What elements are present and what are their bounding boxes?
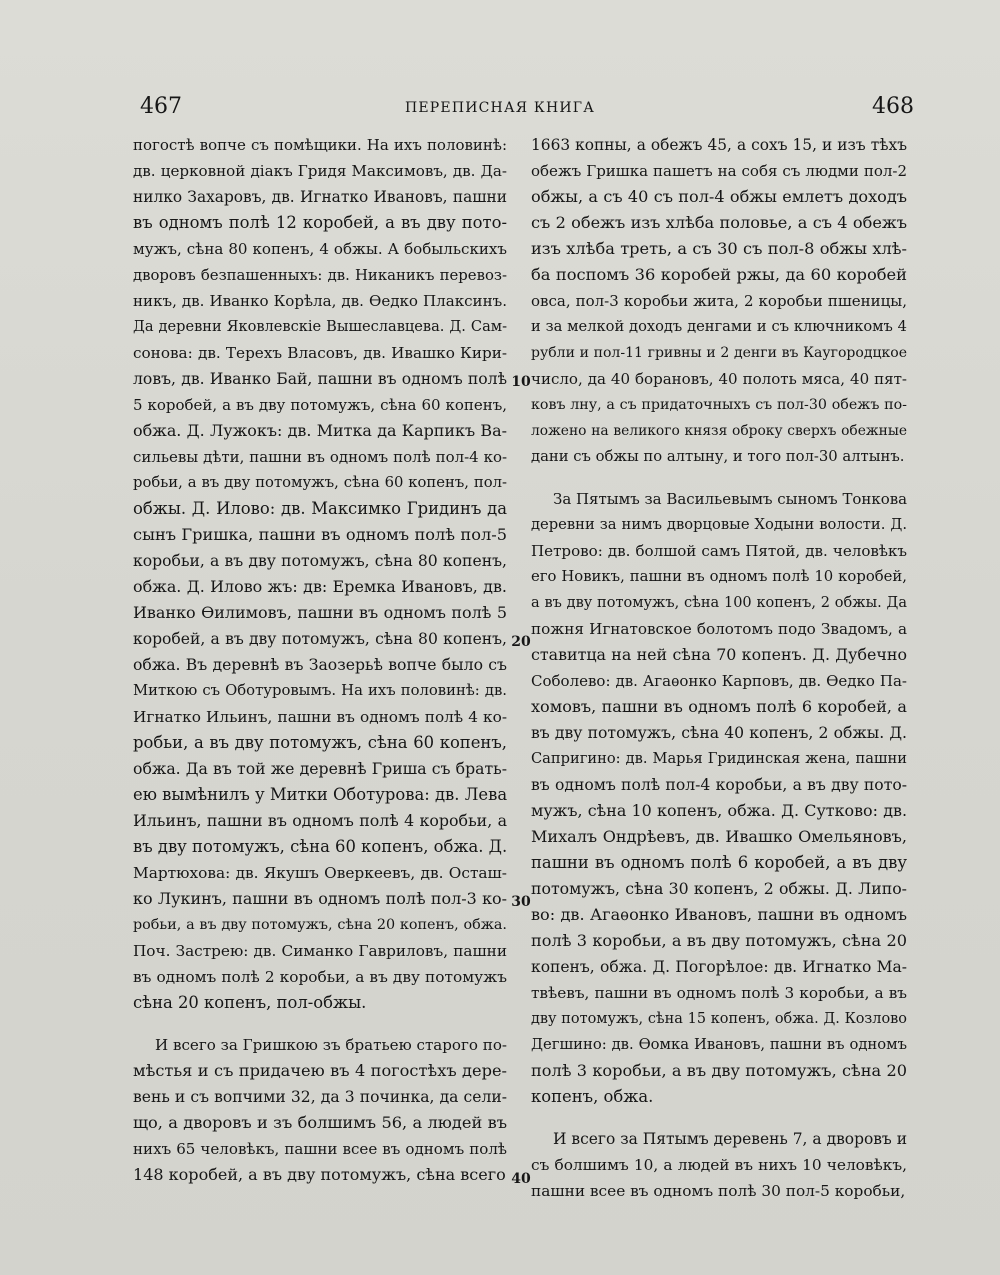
right-column-text-line: съ 2 обежъ изъ хлѣба половье, а съ 4 обежъ bbox=[531, 213, 907, 232]
right-column-text-line: въ дву потомужъ, сѣна 40 копенъ, 2 обжы. Д. bbox=[531, 724, 907, 742]
right-column-text-line: рубли и пол-11 гривны и 2 денги въ Каугородцкое bbox=[531, 345, 907, 361]
right-column-text-line: овса, пол-3 коробьи жита, 2 коробьи пшеницы, bbox=[531, 292, 907, 310]
left-column-text-line: въ одномъ полѣ 2 коробьи, а въ дву потомужъ bbox=[133, 968, 507, 986]
right-column-text-line: съ болшимъ 10, а людей въ нихъ 10 человѣкъ, bbox=[531, 1156, 907, 1174]
left-column-text-line: сильевы дѣти, пашни въ одномъ полѣ пол-4 ко- bbox=[133, 448, 507, 466]
right-column-text-line: мужъ, сѣна 10 копенъ, обжа. Д. Сутково: дв. bbox=[531, 801, 907, 820]
right-column-text-line: И всего за Пятымъ деревень 7, а дворовъ и bbox=[553, 1130, 907, 1148]
right-column-text-line: 1663 копны, а обежъ 45, а сохъ 15, и изъ тѣхъ bbox=[531, 136, 907, 154]
left-column-text-line: вень и съ вопчими 32, да 3 починка, да сели- bbox=[133, 1088, 507, 1106]
left-column-text-line: погостѣ вопче съ помѣщики. На ихъ половинѣ: bbox=[133, 136, 507, 154]
left-column-text-line: нилко Захаровъ, дв. Игнатко Ивановъ, пашни bbox=[133, 188, 507, 206]
right-column-text-line: дву потомужъ, сѣна 15 копенъ, обжа. Д. Козлово bbox=[531, 1011, 907, 1027]
left-page-number: 467 bbox=[140, 94, 182, 119]
left-column-text-line: коробьи, а въ дву потомужъ, сѣна 80 копенъ, bbox=[133, 552, 507, 570]
right-column-text-line: Михалъ Ондрѣевъ, дв. Ивашко Омельяновъ, bbox=[531, 827, 907, 846]
right-column-text-line: полѣ 3 коробьи, а въ дву потомужъ, сѣна 20 bbox=[531, 931, 907, 950]
paragraph-gap bbox=[531, 1110, 907, 1126]
left-column-text-line: Поч. Застрею: дв. Симанко Гавриловъ, пашни bbox=[133, 942, 507, 960]
left-column-text-line: Да деревни Яковлевскіе Вышеславцева. Д. Сам- bbox=[133, 318, 507, 335]
right-column-text-line: его Новикъ, пашни въ одномъ полѣ 10 коробей, bbox=[531, 568, 907, 585]
right-column-text-line: Сапригино: дв. Марья Гридинская жена, пашни bbox=[531, 750, 907, 767]
left-column-text-line: Игнатко Ильинъ, пашни въ одномъ полѣ 4 ко- bbox=[133, 708, 507, 726]
left-column-text-line: що, а дворовъ и зъ болшимъ 56, а людей въ bbox=[133, 1113, 507, 1132]
right-column-text-line: копенъ, обжа. Д. Погорѣлое: дв. Игнатко Ма- bbox=[531, 958, 907, 976]
paragraph-gap bbox=[133, 1016, 507, 1032]
left-column-text-line: 5 коробей, а въ дву потомужъ, сѣна 60 копенъ, bbox=[133, 396, 507, 414]
right-page-number: 468 bbox=[872, 94, 914, 119]
line-marker-10: 10 bbox=[511, 374, 531, 390]
right-column-text-line: ба поспомъ 36 коробей ржы, да 60 коробей bbox=[531, 265, 907, 284]
right-text-column bbox=[531, 132, 907, 1204]
left-column-text-line: Миткою съ Оботуровымъ. На ихъ половинѣ: дв. bbox=[133, 682, 507, 699]
left-column-text-line: 148 коробей, а въ дву потомужъ, сѣна всего bbox=[133, 1165, 506, 1184]
left-column-text-line: дворовъ безпашенныхъ: дв. Никаникъ перевоз- bbox=[133, 266, 507, 284]
left-column-text-line: никъ, дв. Иванко Корѣла, дв. Ѳедко Плаксинъ. bbox=[133, 292, 507, 310]
left-text-column bbox=[133, 132, 507, 1188]
left-column-text-line: обжа. Въ деревнѣ въ Заозерьѣ вопче было съ bbox=[133, 655, 507, 674]
right-column-text-line: изъ хлѣба треть, а съ 30 съ пол-8 обжы хлѣ- bbox=[531, 239, 907, 258]
left-column-text-line: въ дву потомужъ, сѣна 60 копенъ, обжа. Д. bbox=[133, 837, 508, 856]
right-column-text-line: а въ дву потомужъ, сѣна 100 копенъ, 2 обжы. Да bbox=[531, 595, 907, 611]
left-column-text-line: Мартюхова: дв. Якушъ Оверкеевъ, дв. Осташ- bbox=[133, 864, 507, 882]
left-column-text-line: робьи, а въ дву потомужъ, сѣна 60 копенъ, bbox=[133, 733, 507, 752]
right-column-text-line: копенъ, обжа. bbox=[531, 1087, 654, 1106]
right-column-text-line: ковъ лну, а съ придаточныхъ съ пол-30 обежъ по- bbox=[531, 397, 907, 413]
left-column-text-line: обжа. Д. Лужокъ: дв. Митка да Карпикъ Ва- bbox=[133, 421, 507, 440]
right-column-text-line: Петрово: дв. болшой самъ Пятой, дв. человѣкъ bbox=[531, 542, 907, 560]
left-column-text-line: обжа. Да въ той же деревнѣ Гриша съ брать- bbox=[133, 759, 507, 778]
left-column-text-line: сонова: дв. Терехъ Власовъ, дв. Ивашко Кири- bbox=[133, 344, 507, 362]
right-column-text-line: обжы, а съ 40 съ пол-4 обжы емлетъ доходъ bbox=[531, 187, 907, 206]
left-column-text-line: мѣстья и съ придачею въ 4 погостѣхъ дере- bbox=[133, 1061, 507, 1080]
line-marker-30: 30 bbox=[511, 894, 531, 910]
left-column-text-line: ко Лукинъ, пашни въ одномъ полѣ пол-3 ко- bbox=[133, 889, 507, 908]
right-column-text-line: и за мелкой доходъ денгами и съ ключникомъ 4 bbox=[531, 318, 907, 335]
left-column-text-line: коробей, а въ дву потомужъ, сѣна 80 копенъ, bbox=[133, 630, 507, 648]
right-column-text-line: хомовъ, пашни въ одномъ полѣ 6 коробей, а bbox=[531, 697, 907, 716]
left-column-text-line: И всего за Гришкою зъ братьею старого по- bbox=[155, 1036, 507, 1054]
left-column-text-line: въ одномъ полѣ 12 коробей, а въ дву пото- bbox=[133, 213, 507, 232]
left-column-text-line: сѣна 20 копенъ, пол-обжы. bbox=[133, 993, 367, 1012]
right-column-text-line: деревни за нимъ дворцовые Ходыни волости. Д. bbox=[531, 516, 907, 533]
paragraph-gap bbox=[531, 470, 907, 486]
left-column-text-line: Ильинъ, пашни въ одномъ полѣ 4 коробьи, а bbox=[133, 811, 507, 830]
right-column-text-line: пашни въ одномъ полѣ 6 коробей, а въ дву bbox=[531, 853, 907, 872]
left-column-text-line: робьи, а въ дву потомужъ, сѣна 20 копенъ, обжа. bbox=[133, 917, 507, 933]
right-column-text-line: ложено на великого князя оброку сверхъ обежные bbox=[531, 423, 907, 439]
page-header bbox=[0, 94, 1000, 134]
left-column-text-line: мужъ, сѣна 80 копенъ, 4 обжы. А бобыльскихъ bbox=[133, 240, 507, 258]
right-column-text-line: За Пятымъ за Васильевымъ сыномъ Тонкова bbox=[553, 490, 908, 508]
right-column-text-line: въ одномъ полѣ пол-4 коробьи, а въ дву пото- bbox=[531, 776, 907, 794]
running-head: ПЕРЕПИСНАЯ КНИГА bbox=[404, 100, 596, 116]
line-marker-20: 20 bbox=[511, 634, 531, 650]
left-column-text-line: дв. церковной діакъ Гридя Максимовъ, дв. Да- bbox=[133, 162, 507, 180]
right-column-text-line: дани съ обжы по алтыну, и того пол-30 алтынъ. bbox=[531, 448, 905, 465]
left-column-text-line: обжа. Д. Илово жъ: дв: Еремка Ивановъ, дв. bbox=[133, 577, 507, 596]
right-column-text-line: обежъ Гришка пашетъ на собя съ людми пол-2 bbox=[531, 162, 907, 180]
left-column-text-line: сынъ Гришка, пашни въ одномъ полѣ пол-5 bbox=[133, 525, 507, 544]
left-column-text-line: робьи, а въ дву потомужъ, сѣна 60 копенъ, пол- bbox=[133, 474, 507, 491]
left-column-text-line: Иванко Ѳилимовъ, пашни въ одномъ полѣ 5 bbox=[133, 603, 507, 622]
right-column-text-line: потомужъ, сѣна 30 копенъ, 2 обжы. Д. Липо- bbox=[531, 879, 907, 898]
right-column-text-line: твѣевъ, пашни въ одномъ полѣ 3 коробьи, а въ bbox=[531, 984, 907, 1002]
right-column-text-line: ставитца на ней сѣна 70 копенъ. Д. Дубечно bbox=[531, 645, 907, 664]
right-column-text-line: пожня Игнатовское болотомъ подо Звадомъ, а bbox=[531, 620, 907, 638]
left-column-text-line: нихъ 65 человѣкъ, пашни всее въ одномъ полѣ bbox=[133, 1140, 507, 1158]
right-column-text-line: Дегшино: дв. Ѳомка Ивановъ, пашни въ одномъ bbox=[531, 1036, 907, 1053]
right-column-text-line: во: дв. Агаѳонко Ивановъ, пашни въ одномъ bbox=[531, 905, 907, 924]
right-column-text-line: Соболево: дв. Агаѳонко Карповъ, дв. Ѳедко Па- bbox=[531, 672, 907, 690]
right-column-text-line: полѣ 3 коробьи, а въ дву потомужъ, сѣна 20 bbox=[531, 1061, 907, 1080]
left-column-text-line: обжы. Д. Илово: дв. Максимко Гридинъ да bbox=[133, 499, 507, 518]
left-column-text-line: ею вымѣнилъ у Митки Оботурова: дв. Лева bbox=[133, 785, 508, 804]
left-column-text-line: ловъ, дв. Иванко Бай, пашни въ одномъ полѣ bbox=[133, 370, 507, 388]
right-column-text-line: число, да 40 борановъ, 40 полоть мяса, 40 пят- bbox=[531, 370, 907, 388]
right-column-text-line: пашни всее въ одномъ полѣ 30 пол-5 коробьи, bbox=[531, 1182, 906, 1200]
line-marker-40: 40 bbox=[511, 1171, 531, 1187]
